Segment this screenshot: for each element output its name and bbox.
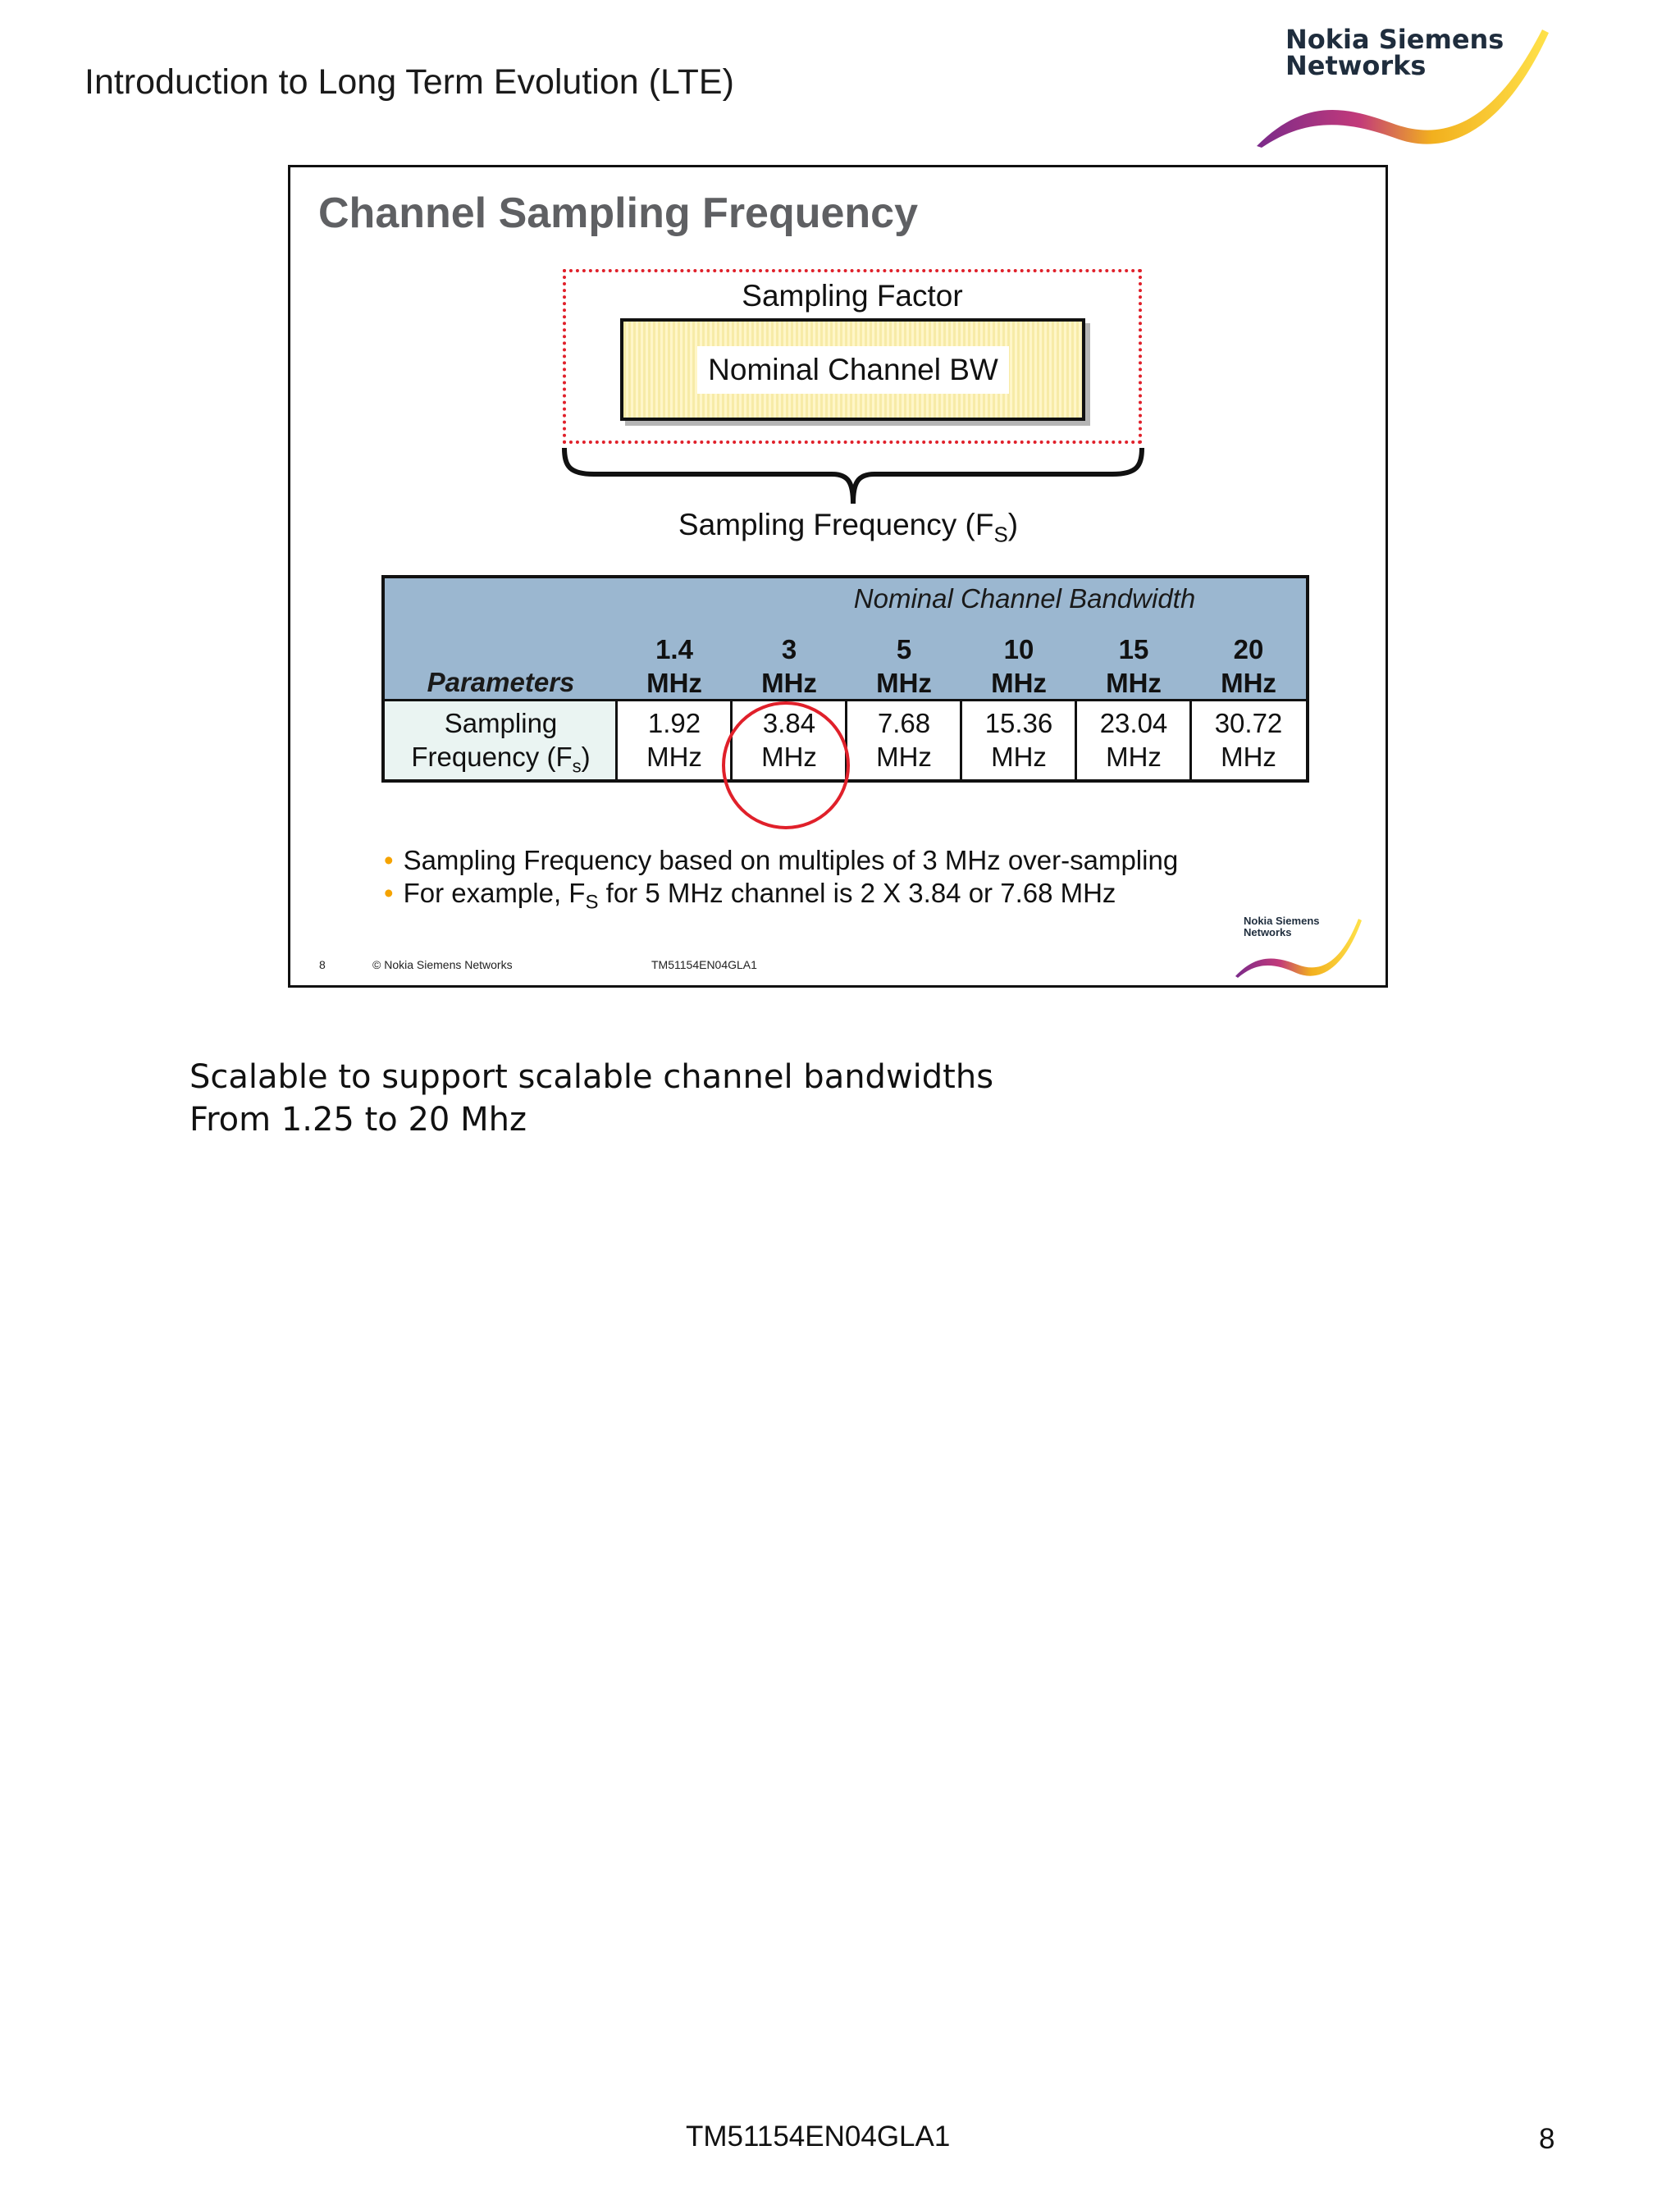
- table-cell: 23.04 MHz: [1099, 708, 1168, 772]
- column-header: 10 MHz: [991, 634, 1047, 698]
- slide-page-number: 8: [319, 958, 326, 971]
- table-cell: 1.92 MHz: [646, 708, 702, 772]
- table-cell: 15.36 MHz: [984, 708, 1053, 772]
- highlight-circle: [722, 701, 850, 829]
- nominal-bw-label: Nominal Channel BW: [697, 346, 1009, 394]
- table-caption: Nominal Channel Bandwidth: [853, 583, 1196, 614]
- brand-logo: [1257, 25, 1552, 156]
- sampling-factor-box: [563, 269, 1142, 444]
- slide-brand-wave-icon: [1234, 915, 1365, 981]
- parameters-header: Parameters: [427, 667, 575, 697]
- page-number: 8: [1539, 2123, 1555, 2155]
- bullet-item: • Sampling Frequency based on multiples of 3 MHz over-sampling: [384, 845, 1179, 875]
- brand-name-line1: Nokia Siemens: [1285, 24, 1504, 55]
- slide-brand-logo: Nokia Siemens Networks: [1234, 915, 1365, 981]
- slide-copyright: © Nokia Siemens Networks: [372, 958, 513, 971]
- table-cell: 3.84 MHz: [761, 708, 817, 772]
- slide-title: Channel Sampling Frequency: [318, 189, 919, 237]
- brand-wave-icon: [1257, 25, 1552, 156]
- nominal-bw-box: [620, 318, 1085, 421]
- curly-brace-icon: [561, 446, 1145, 512]
- column-header: 3 MHz: [761, 634, 817, 698]
- column-header: 15 MHz: [1106, 634, 1162, 698]
- column-header: 1.4 MHz: [646, 634, 702, 698]
- sampling-frequency-label: Sampling Frequency $(F_S)$: [678, 508, 1019, 547]
- footer-code: TM51154EN04GLA1: [686, 2121, 951, 2152]
- row-label-sampling-frequency: Sampling Frequency $(F_s)$: [411, 708, 591, 777]
- slide-frame: [288, 165, 1388, 988]
- slide-code: TM51154EN04GLA1: [651, 958, 757, 971]
- bullet-item: • For example, $F_S$ for 5 MHz channel is 2 X 3.84 or 7.68 MHz: [384, 878, 1116, 914]
- column-header: 20 MHz: [1221, 634, 1276, 698]
- note-line: Scalable to support scalable channel bandwidths: [189, 1058, 994, 1096]
- brand-name-line2: Networks: [1285, 50, 1427, 81]
- table-cell: 7.68 MHz: [876, 708, 932, 772]
- column-header: 5 MHz: [876, 634, 932, 698]
- document-title: Introduction to Long Term Evolution (LTE): [84, 62, 734, 102]
- note-line: From 1.25 to 20 Mhz: [189, 1101, 527, 1139]
- sampling-factor-label: Sampling Factor: [742, 279, 963, 313]
- table-cell: 30.72 MHz: [1214, 708, 1283, 772]
